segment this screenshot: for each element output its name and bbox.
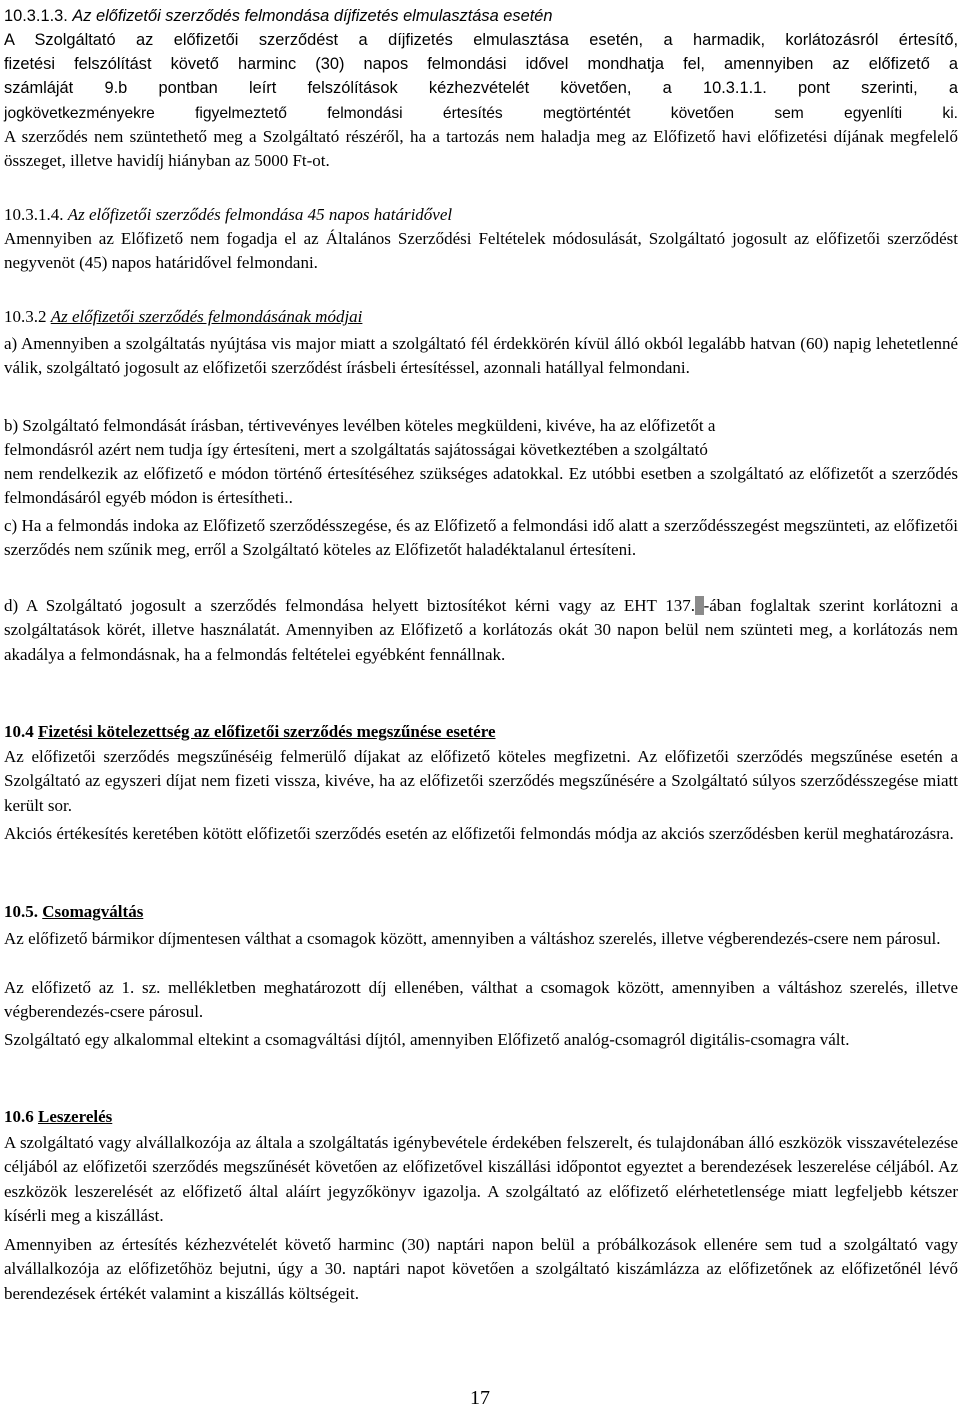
- paragraph-d-start: d) A Szolgáltató jogosult a szerződés felmondása helyett biztosítékot kérni vagy az EHT 137.: [4, 596, 695, 615]
- paragraph-line: számláját 9.b pontban leírt felszólítások kézhezvételét követően, a 10.3.1.1. pont szerinti, a: [4, 79, 958, 97]
- heading-10-3-2: [4, 305, 958, 329]
- heading-10-3-1-4: [4, 203, 958, 227]
- paragraph-b: nem rendelkezik az előfizető e módon történő értesítéséhez szükséges adatokkal. Ez utóbbi esetben a szolgáltató az előfizetőt a szerződés felmondásáról egyéb módon is értesítheti..: [4, 464, 958, 508]
- paragraph: Akciós értékesítés keretében kötött előfizetői szerződés esetén az előfizetői felmondás módja az akciós szerződésben kerül meghatározásra.: [4, 824, 954, 843]
- heading-title: Csomagváltás: [42, 902, 144, 921]
- heading-title: Az előfizetői szerződés felmondásának módjai: [50, 307, 363, 326]
- heading-title: Fizetési kötelezettség az előfizetői szerződés megszűnése esetére: [38, 722, 496, 741]
- paragraph: Az előfizetői szerződés megszűnéséig felmerülő díjakat az előfizető köteles megfizetni. Az előfizetői szerződés megszűnése esetén a Szolgáltató az egyszeri díjat nem fizeti vissza, kivéve, ha az előfizetői szerződés megszűnésére a Szolgáltató súlyos szerződésszegése miatt került sor.: [4, 747, 958, 815]
- heading-number: 10.3.1.4.: [4, 205, 64, 224]
- heading-10-3-1-3: [4, 4, 958, 28]
- page-number: 17: [470, 1387, 490, 1409]
- paragraph: A szerződés nem szüntethető meg a Szolgáltató részéről, ha a tartozás nem haladja meg az Előfizető havi előfizetési díjának megfelelő összeget, illetve havidíj hiányban az 5000 Ft-ot.: [4, 127, 958, 171]
- heading-number: 10.4: [4, 722, 34, 741]
- paragraph: Az előfizető az 1. sz. mellékletben meghatározott díj ellenében, válthat a csomagok között, amennyiben a váltáshoz szerelés, illetve végberendezés-csere párosul.: [4, 978, 958, 1022]
- heading-10-4: [4, 720, 958, 744]
- paragraph-line: b) Szolgáltató felmondását írásban, tértivevényes levélben köteles megküldeni, kivéve, ha az előfizetőt a: [4, 416, 716, 435]
- heading-title: Az előfizetői szerződés felmondása 45 napos határidővel: [67, 205, 453, 224]
- paragraph-a: a) Amennyiben a szolgáltatás nyújtása vis major miatt a szolgáltató fél érdekkörén kívül álló okból legalább hatvan (60) napig lehetetlenné válik, szolgáltató jogosult az előfizetői szerződést írásbeli értesítéssel, azonnali hatállyal felmondani.: [4, 334, 958, 378]
- heading-number: 10.3.2: [4, 307, 47, 326]
- paragraph: A szolgáltató vagy alvállalkozója az általa a szolgáltatás igénybevétele érdekében felszerelt, és tulajdonában álló eszközök visszavételezése céljából az előfizetői szerződés megszűnését követően az előfizetővel kiszállási időpontot egyeztet a berendezések leszerelése céljából. Az eszközök leszerelését az előfizető által aláírt jegyzőkönyv igazolja. A szolgáltató az előfizető elérhetetlensége miatt legfeljebb kétszer kísérli meg a kiszállást.: [4, 1133, 958, 1225]
- heading-10-6: [4, 1105, 958, 1129]
- highlight-mark: [695, 596, 704, 615]
- heading-title: Az előfizetői szerződés felmondása díjfizetés elmulasztása esetén: [72, 7, 553, 25]
- paragraph-line: fizetési felszólítást követő harminc (30) napos felmondási idővel mondhatja fel, amennyiben az előfizető a: [4, 55, 958, 73]
- paragraph-line: A Szolgáltató az előfizetői szerződést a díjfizetés elmulasztása esetén, a harmadik, korlátozásról értesítő,: [4, 31, 958, 49]
- paragraph-c: c) Ha a felmondás indoka az Előfizető szerződésszegése, és az Előfizető a felmondási idő alatt a szerződésszegést megszünteti, az előfizetői szerződés nem szűnik meg, erről a Szolgáltató köteles az Előfizetőt haladéktalanul értesíteni.: [4, 516, 958, 560]
- heading-number: 10.6: [4, 1107, 34, 1126]
- paragraph: Amennyiben az Előfizető nem fogadja el az Általános Szerződési Feltételek módosulását, Szolgáltató jogosult az előfizetői szerződést negyvenöt (45) napos határidővel felmondani.: [4, 229, 958, 273]
- paragraph-line: felmondásról azért nem tudja így értesíteni, mert a szolgáltatás sajátosságai következtében a szolgáltató: [4, 440, 708, 459]
- heading-number: 10.3.1.3.: [4, 7, 68, 25]
- paragraph-d-rest: -ában foglaltak szerint korlátozni a szolgáltatások körét, illetve használatát. Amennyiben az Előfizető a korlátozás okát 30 napon belül nem szünteti meg, a korlátozás nem akadálya a felmondásnak, ha a felmondás feltételei egyébként fennállnak.: [4, 596, 958, 664]
- heading-number: 10.5.: [4, 902, 38, 921]
- heading-title: Leszerelés: [38, 1107, 113, 1126]
- paragraph-line: jogkövetkezményekre figyelmeztető felmondási értesítés megtörténtét követően sem egyenlíti ki.: [4, 105, 958, 122]
- paragraph-d: [4, 594, 958, 667]
- paragraph: Szolgáltató egy alkalommal eltekint a csomagváltási díjtól, amennyiben Előfizető analóg-csomagról digitális-csomagra vált.: [4, 1030, 850, 1049]
- paragraph: Amennyiben az értesítés kézhezvételét követő harminc (30) naptári napon belül a próbálkozások ellenére sem tud a szolgáltató vagy alvállalkozója az előfizetőhöz bejutni, úgy a 30. naptári napot követően a szolgáltató kiszámlázza az előfizetőnek az előfizetőnél lévő berendezések értékét valamint a kiszállás költségeit.: [4, 1235, 958, 1303]
- paragraph: Az előfizető bármikor díjmentesen válthat a csomagok között, amennyiben a váltáshoz szerelés, illetve végberendezés-csere nem párosul.: [4, 929, 941, 948]
- heading-10-5: [4, 900, 958, 924]
